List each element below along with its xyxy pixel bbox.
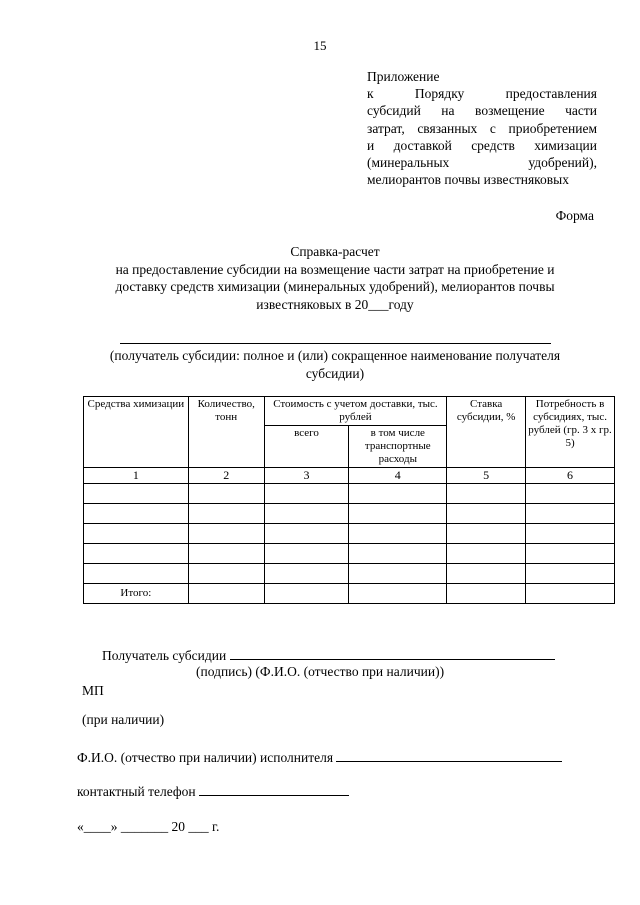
header-cost-transport: в том числе транспортные расходы bbox=[349, 426, 447, 468]
table-cell[interactable] bbox=[526, 484, 615, 504]
recipient-caption bbox=[80, 347, 590, 382]
table-cell[interactable] bbox=[264, 584, 349, 604]
table-cell[interactable] bbox=[526, 524, 615, 544]
appendix-line: субсидий на возмещение части bbox=[367, 103, 597, 119]
column-number: 1 bbox=[84, 468, 189, 484]
total-label: Итого: bbox=[84, 584, 189, 604]
title-line: доставку средств химизации (минеральных удобрений), мелиорантов почвы bbox=[115, 279, 555, 294]
executor-line[interactable] bbox=[336, 749, 562, 762]
table-cell[interactable] bbox=[188, 564, 264, 584]
page-number: 15 bbox=[313, 38, 327, 53]
header-cost-total: всего bbox=[264, 426, 349, 468]
appendix-line: и доставкой средств химизации bbox=[367, 137, 597, 153]
table-cell bbox=[188, 584, 264, 604]
appendix-line: к Порядку предоставления bbox=[367, 86, 597, 102]
document-title bbox=[70, 243, 600, 313]
table-cell[interactable] bbox=[349, 484, 447, 504]
table-cell[interactable] bbox=[264, 524, 349, 544]
phone-line[interactable] bbox=[199, 783, 349, 796]
signature-row bbox=[102, 647, 555, 664]
header-rate: Ставка субсидии, % bbox=[447, 397, 526, 468]
header-quantity: Количество, тонн bbox=[188, 397, 264, 468]
column-number: 6 bbox=[526, 468, 615, 484]
title-line: на предоставление субсидии на возмещение части затрат на приобретение и bbox=[115, 261, 555, 277]
form-label: Форма bbox=[555, 208, 594, 223]
appendix-line: мелиорантов почвы известняковых bbox=[367, 172, 569, 188]
phone-label: контактный телефон bbox=[77, 784, 196, 799]
appendix-line: затрат, связанных с приобретением bbox=[367, 120, 597, 136]
table-cell[interactable] bbox=[264, 504, 349, 524]
appendix-block bbox=[367, 68, 597, 188]
table-cell[interactable] bbox=[526, 564, 615, 584]
column-number: 2 bbox=[188, 468, 264, 484]
stamp-label: МП bbox=[82, 683, 104, 698]
title-line: известняковых в 20___году bbox=[256, 296, 414, 312]
phone-row bbox=[77, 783, 349, 800]
caption-line: субсидии) bbox=[305, 365, 365, 381]
table-cell[interactable] bbox=[84, 544, 189, 564]
table-cell[interactable] bbox=[526, 584, 615, 604]
table-cell[interactable] bbox=[188, 544, 264, 564]
table-row bbox=[84, 524, 615, 544]
table-cell[interactable] bbox=[349, 584, 447, 604]
signature-caption: (подпись) (Ф.И.О. (отчество при наличии)) bbox=[196, 664, 445, 679]
header-need: Потребность в субсидиях, тыс. рублей (гр. 3 х гр. 5) bbox=[526, 397, 615, 468]
table-cell[interactable] bbox=[84, 564, 189, 584]
table-cell[interactable] bbox=[349, 544, 447, 564]
signature-line[interactable] bbox=[230, 647, 555, 660]
column-number-row bbox=[84, 468, 615, 484]
table-cell[interactable] bbox=[264, 564, 349, 584]
table-row bbox=[84, 484, 615, 504]
table-cell[interactable] bbox=[526, 544, 615, 564]
table-cell[interactable] bbox=[447, 524, 526, 544]
table-cell bbox=[447, 584, 526, 604]
table-cell[interactable] bbox=[349, 524, 447, 544]
column-number: 4 bbox=[349, 468, 447, 484]
header-cost-group: Стоимость с учетом доставки, тыс. рублей bbox=[264, 397, 447, 426]
caption-line: (получатель субсидии: полное и (или) сокращенное наименование получателя bbox=[109, 348, 561, 363]
table-row bbox=[84, 544, 615, 564]
table-cell[interactable] bbox=[188, 524, 264, 544]
appendix-line: Приложение bbox=[367, 69, 440, 84]
table-header-row bbox=[84, 397, 615, 426]
table-cell[interactable] bbox=[447, 544, 526, 564]
stamp-note: (при наличии) bbox=[82, 712, 165, 727]
title-line: Справка-расчет bbox=[290, 244, 380, 259]
header-chemicals: Средства химизации bbox=[84, 397, 189, 468]
table-cell[interactable] bbox=[447, 484, 526, 504]
table-cell[interactable] bbox=[84, 484, 189, 504]
date-field[interactable]: «____» _______ 20 ___ г. bbox=[77, 819, 220, 834]
executor-row bbox=[77, 749, 562, 766]
table-cell[interactable] bbox=[349, 564, 447, 584]
table-cell[interactable] bbox=[84, 504, 189, 524]
table-cell[interactable] bbox=[264, 484, 349, 504]
table-cell[interactable] bbox=[188, 504, 264, 524]
executor-label: Ф.И.О. (отчество при наличии) исполнителя bbox=[77, 750, 334, 765]
table-cell[interactable] bbox=[349, 504, 447, 524]
appendix-line: (минеральных удобрений), bbox=[367, 155, 597, 171]
column-number: 5 bbox=[447, 468, 526, 484]
table-cell[interactable] bbox=[84, 524, 189, 544]
table-cell[interactable] bbox=[447, 504, 526, 524]
table-row bbox=[84, 564, 615, 584]
recipient-name-line[interactable] bbox=[120, 343, 551, 344]
table-cell[interactable] bbox=[447, 564, 526, 584]
table-cell[interactable] bbox=[526, 504, 615, 524]
table-cell[interactable] bbox=[264, 544, 349, 564]
table-row bbox=[84, 504, 615, 524]
total-row bbox=[84, 584, 615, 604]
signature-label: Получатель субсидии bbox=[102, 648, 227, 663]
calculation-table bbox=[83, 396, 615, 604]
table-cell[interactable] bbox=[188, 484, 264, 504]
column-number: 3 bbox=[264, 468, 349, 484]
